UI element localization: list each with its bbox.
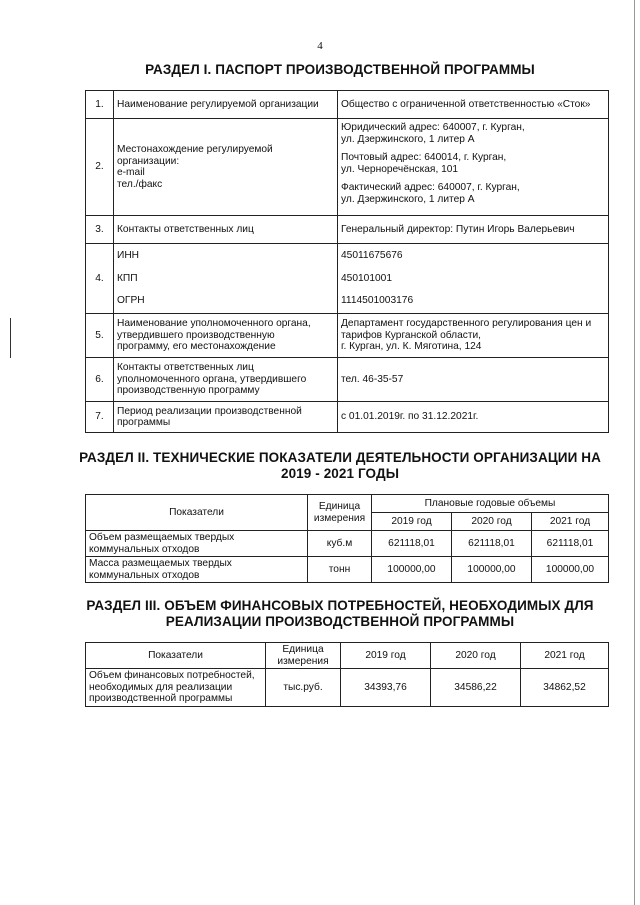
passport-table (85, 90, 609, 433)
section2-title: РАЗДЕЛ II. ТЕХНИЧЕСКИЕ ПОКАЗАТЕЛИ ДЕЯТЕЛЬНОСТИ ОРГАНИЗАЦИИ НА 2019 - 2021 ГОДЫ (79, 450, 601, 481)
row-number: 1. (86, 91, 114, 119)
table-row (86, 402, 609, 433)
row-label: Наименование уполномоченного органа, утвердившего производственную программу, его местонахождение (114, 314, 338, 358)
table-row (86, 557, 609, 583)
row-value: Юридический адрес: 640007, г. Курган, ул. Дзержинского, 1 литер А Почтовый адрес: 640014, г. Курган, ул. Черноречёнская, 101 Фактический адрес: 640007, г. Курган, ул. Дзержинского, 1 литер А (338, 119, 609, 216)
row-value: 100000,00 (452, 557, 532, 583)
column-header-unit: Единица измерения (266, 643, 341, 669)
table-row (86, 91, 609, 119)
row-label: Контакты ответственных лиц уполномоченного органа, утвердившего производственную программу (114, 358, 338, 402)
row-label: Масса размещаемых твердых коммунальных отходов (86, 557, 308, 583)
row-value: Генеральный директор: Путин Игорь Валерьевич (338, 216, 609, 244)
row-value: 100000,00 (532, 557, 609, 583)
table-row (86, 119, 609, 216)
row-value: 621118,01 (372, 531, 452, 557)
row-label: Период реализации производственной программы (114, 402, 338, 433)
section3-title: РАЗДЕЛ III. ОБЪЕМ ФИНАНСОВЫХ ПОТРЕБНОСТЕЙ, НЕОБХОДИМЫХ ДЛЯ РЕАЛИЗАЦИИ ПРОИЗВОДСТВЕННОЙ ПРОГРАММЫ (86, 598, 594, 629)
table-row (86, 531, 609, 557)
page-number: 4 (317, 40, 323, 52)
row-value: 34393,76 (341, 669, 431, 707)
row-number: 7. (86, 402, 114, 433)
row-value: тел. 46-35-57 (338, 358, 609, 402)
row-value: 34586,22 (431, 669, 521, 707)
column-header-unit: Единица измерения (308, 495, 372, 531)
table-header-row (86, 495, 609, 513)
row-unit: куб.м (308, 531, 372, 557)
table-header-row (86, 643, 609, 669)
row-number: 2. (86, 119, 114, 216)
column-header-indicators: Показатели (86, 643, 266, 669)
section1-title: РАЗДЕЛ I. ПАСПОРТ ПРОИЗВОДСТВЕННОЙ ПРОГРАММЫ (145, 62, 535, 77)
column-header-year: 2021 год (532, 513, 609, 531)
row-value: 621118,01 (452, 531, 532, 557)
row-label: Местонахождение регулируемой организации: e-mail тел./факс (114, 119, 338, 216)
row-label: Контакты ответственных лиц (114, 216, 338, 244)
row-value: 34862,52 (521, 669, 609, 707)
row-value: Общество с ограниченной ответственностью «Сток» (338, 91, 609, 119)
column-header-year: 2021 год (521, 643, 609, 669)
technical-indicators-table (85, 494, 609, 583)
column-header-year: 2020 год (452, 513, 532, 531)
table-row (86, 244, 609, 314)
scan-edge-mark (10, 318, 11, 358)
column-header-year: 2019 год (341, 643, 431, 669)
row-value: 100000,00 (372, 557, 452, 583)
column-header-planned: Плановые годовые объемы (372, 495, 609, 513)
row-value: 621118,01 (532, 531, 609, 557)
row-unit: тыс.руб. (266, 669, 341, 707)
row-label: ИНН КПП ОГРН (114, 244, 338, 314)
column-header-year: 2019 год (372, 513, 452, 531)
table-row (86, 669, 609, 707)
row-value: Департамент государственного регулирования цен и тарифов Курганской области, г. Курган, ул. К. Мяготина, 124 (338, 314, 609, 358)
column-header-year: 2020 год (431, 643, 521, 669)
row-label: Объем размещаемых твердых коммунальных отходов (86, 531, 308, 557)
row-value: 45011675676 450101001 1114501003176 (338, 244, 609, 314)
scan-edge-mark (634, 0, 635, 905)
table-row (86, 314, 609, 358)
table-row (86, 358, 609, 402)
row-value: с 01.01.2019г. по 31.12.2021г. (338, 402, 609, 433)
financial-needs-table (85, 642, 609, 707)
row-number: 3. (86, 216, 114, 244)
row-number: 4. (86, 244, 114, 314)
row-number: 6. (86, 358, 114, 402)
row-label: Наименование регулируемой организации (114, 91, 338, 119)
row-number: 5. (86, 314, 114, 358)
column-header-indicators: Показатели (86, 495, 308, 531)
table-row (86, 216, 609, 244)
row-label: Объем финансовых потребностей, необходимых для реализации производственной программы (86, 669, 266, 707)
row-unit: тонн (308, 557, 372, 583)
